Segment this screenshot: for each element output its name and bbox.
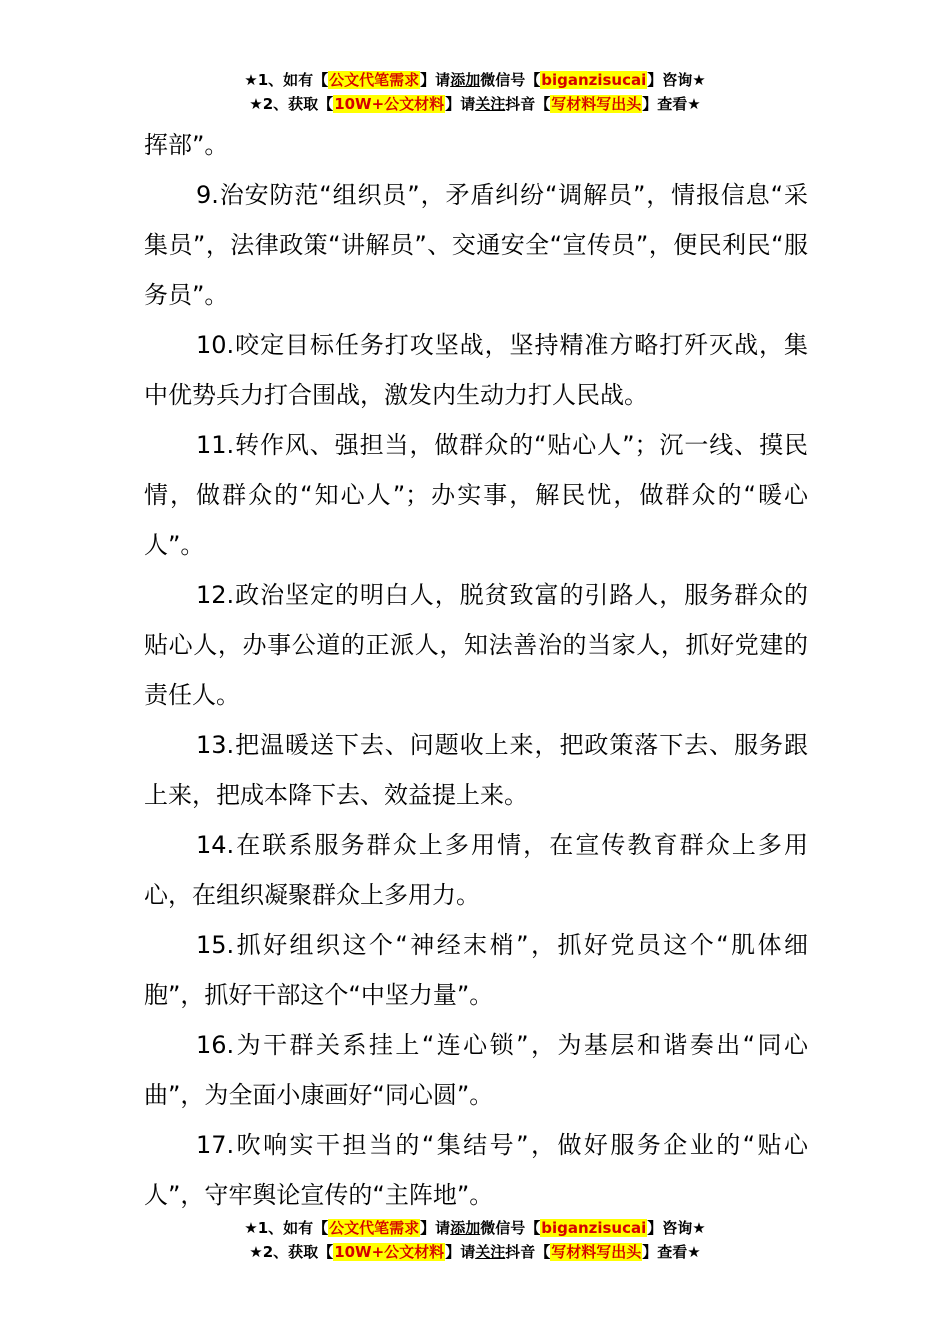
highlight-wechat-id: biganzisucai xyxy=(541,1219,647,1237)
paragraph-9: 9.治安防范“组织员”，矛盾纠纷“调解员”，情报信息“采集员”，法律政策“讲解员”、交通安全“宣传员”，便民利民“服务员”。 xyxy=(144,181,808,309)
highlight-douyin-account: 写材料写出头 xyxy=(551,1243,642,1261)
paragraph-15: 15.抓好组织这个“神经末梢”，抓好党员这个“肌体细胞”，抓好干部这个“中坚力量”。 xyxy=(144,931,808,1009)
banner-line-1: ★1、如有【公文代笔需求】请添加微信号【biganzisucai】咨询★ xyxy=(244,1219,706,1237)
highlight-service: 公文代笔需求 xyxy=(329,71,420,89)
paragraph-13: 13.把温暖送下去、问题收上来，把政策落下去、服务跟上来，把成本降下去、效益提上来。 xyxy=(144,731,808,809)
paragraph-17: 17.吹响实干担当的“集结号”，做好服务企业的“贴心人”，守牢舆论宣传的“主阵地”。 xyxy=(144,1131,808,1209)
footer-banner xyxy=(0,1216,950,1264)
paragraph-14: 14.在联系服务群众上多用情，在宣传教育群众上多用心，在组织凝聚群众上多用力。 xyxy=(144,831,808,909)
highlight-wechat-id: biganzisucai xyxy=(541,71,647,89)
paragraph-10: 10.咬定目标任务打攻坚战，坚持精准方略打歼灭战，集中优势兵力打合围战，激发内生动力打人民战。 xyxy=(144,331,808,409)
highlight-materials: 10W+公文材料 xyxy=(334,95,445,113)
paragraph-11: 11.转作风、强担当，做群众的“贴心人”；沉一线、摸民情，做群众的“知心人”；办实事，解民忧，做群众的“暖心人”。 xyxy=(144,431,808,559)
highlight-service: 公文代笔需求 xyxy=(329,1219,420,1237)
banner-line-2: ★2、获取【10W+公文材料】请关注抖音【写材料写出头】查看★ xyxy=(249,95,701,113)
banner-line-1: ★1、如有【公文代笔需求】请添加微信号【biganzisucai】咨询★ xyxy=(244,71,706,89)
paragraph-12: 12.政治坚定的明白人，脱贫致富的引路人，服务群众的贴心人，办事公道的正派人，知法善治的当家人，抓好党建的责任人。 xyxy=(144,581,808,709)
paragraph-continuation: 挥部”。 xyxy=(144,131,229,159)
highlight-douyin-account: 写材料写出头 xyxy=(551,95,642,113)
header-banner xyxy=(0,68,950,116)
banner-line-2: ★2、获取【10W+公文材料】请关注抖音【写材料写出头】查看★ xyxy=(249,1243,701,1261)
paragraph-16: 16.为干群关系挂上“连心锁”，为基层和谐奏出“同心曲”，为全面小康画好“同心圆”。 xyxy=(144,1031,808,1109)
document-body xyxy=(144,120,808,1220)
highlight-materials: 10W+公文材料 xyxy=(334,1243,445,1261)
